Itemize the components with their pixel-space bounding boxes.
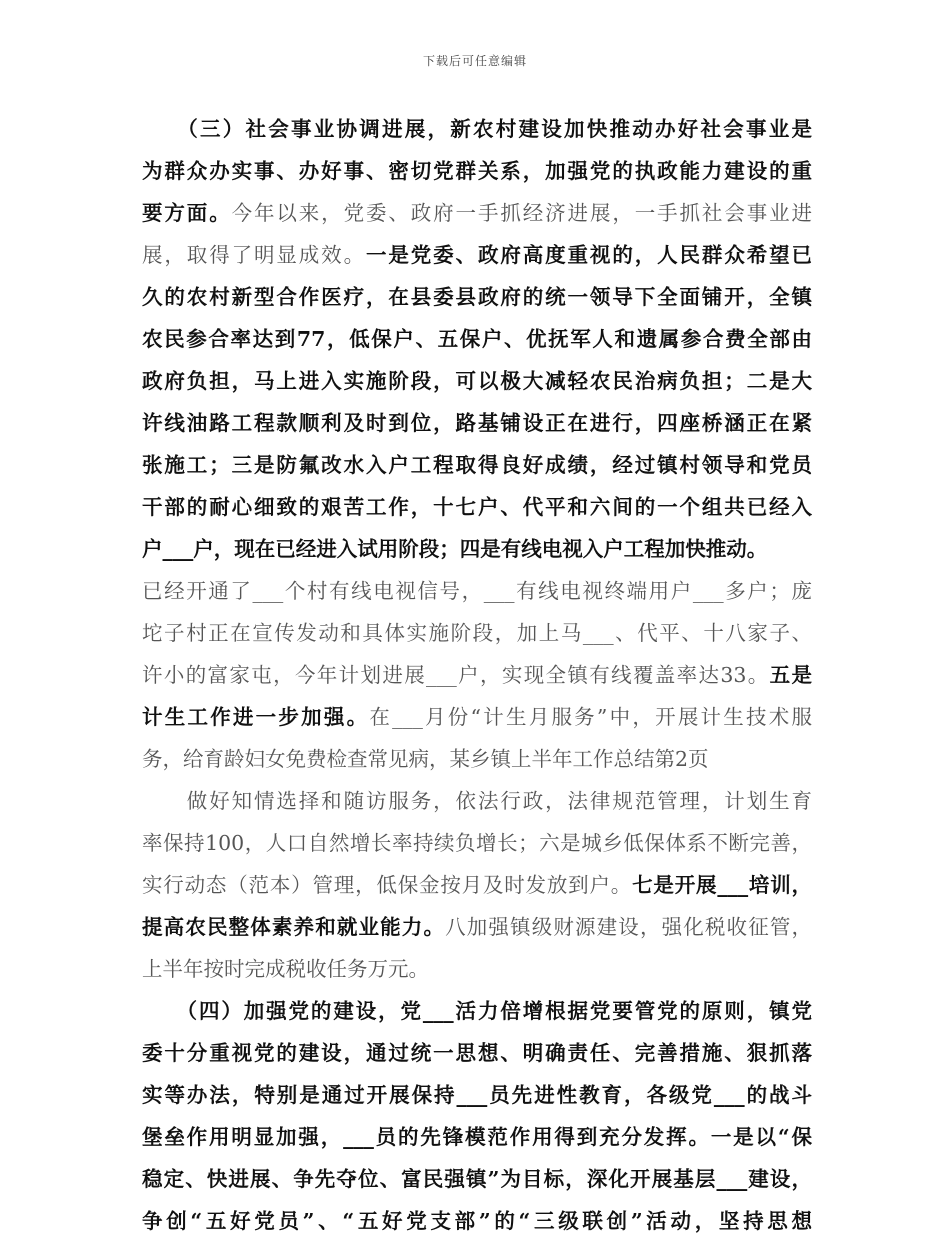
page-header: 下载后可任意编辑 xyxy=(422,54,527,68)
text-line xyxy=(142,822,812,864)
bold-text-segment: 提高农民整体素养和就业能力。 xyxy=(142,915,446,939)
text-line xyxy=(142,360,812,402)
bold-text-segment: 五是 xyxy=(769,663,812,687)
bold-text-segment: 计生工作进一步加强。 xyxy=(142,705,370,729)
text-line xyxy=(142,318,812,360)
text-line xyxy=(142,1116,812,1158)
regular-text-segment: 上半年按时完成税收任务万元。 xyxy=(142,957,429,981)
text-line xyxy=(142,1032,812,1074)
bold-text-segment: （三）社会事业协调进展，新农村建设加快推动办好社会事业是 xyxy=(142,117,812,141)
text-line xyxy=(142,990,812,1032)
text-line xyxy=(142,1074,812,1116)
regular-text-segment: 做好知情选择和随访服务，依法行政，法律规范管理，计划生育 xyxy=(142,789,812,813)
regular-text-segment: 率保持100，人口自然增长率持续负增长；六是城乡低保体系不断完善， xyxy=(142,831,812,855)
regular-text-segment: 在___月份“计生月服务”中，开展计生技术服 xyxy=(369,705,812,729)
bold-text-segment: 稳定、快进展、争先夺位、富民强镇”为目标，深化开展基层___建设， xyxy=(142,1167,812,1191)
regular-text-segment: 务，给育龄妇女免费检查常见病，某乡镇上半年工作总结第2页 xyxy=(142,747,709,771)
bold-text-segment: 农民参合率达到77，低保户、五保户、优抚军人和遗属参合费全部由 xyxy=(142,327,812,351)
regular-text-segment: 实行动态（范本）管理，低保金按月及时发放到户。 xyxy=(142,873,633,897)
text-line xyxy=(142,528,812,570)
text-line xyxy=(142,1158,812,1200)
bold-text-segment: 实等办法，特别是通过开展保持___员先进性教育，各级党___的战斗 xyxy=(142,1083,812,1107)
bold-text-segment: 堡垒作用明显加强，___员的先锋模范作用得到充分发挥。一是以“保 xyxy=(142,1125,812,1149)
regular-text-segment: 坨子村正在宣传发动和具体实施阶段，加上马___、代平、十八家子、 xyxy=(142,621,812,645)
regular-text-segment: 已经开通了___个村有线电视信号，___有线电视终端用户___多户；庞 xyxy=(142,579,812,603)
bold-text-segment: 干部的耐心细致的艰苦工作，十七户、代平和六间的一个组共已经入 xyxy=(142,495,812,519)
regular-text-segment: 八加强镇级财源建设，强化税收征管， xyxy=(445,915,812,939)
text-line xyxy=(142,108,812,150)
bold-text-segment: 争创“五好党员”、“五好党支部”的“三级联创”活动，坚持思想 xyxy=(142,1209,812,1233)
text-line xyxy=(142,234,812,276)
regular-text-segment: 许小的富家屯，今年计划进展___户，实现全镇有线覆盖率达33。 xyxy=(142,663,770,687)
bold-text-segment: 张施工；三是防氟改水入户工程取得良好成绩，经过镇村领导和党员 xyxy=(142,453,812,477)
text-line xyxy=(142,738,812,780)
bold-text-segment: 一是党委、政府高度重视的，人民群众希望已 xyxy=(365,243,812,267)
regular-text-segment: 展，取得了明显成效。 xyxy=(142,243,366,267)
text-line xyxy=(142,906,812,948)
text-line xyxy=(142,444,812,486)
bold-text-segment: 委十分重视党的建设，通过统一思想、明确责任、完善措施、狠抓落 xyxy=(142,1041,812,1065)
text-line xyxy=(142,948,812,990)
bold-text-segment: （四）加强党的建设，党___活力倍增根据党要管党的原则，镇党 xyxy=(142,999,812,1023)
bold-text-segment: 户___户，现在已经进入试用阶段；四是有线电视入户工程加快推动。 xyxy=(142,537,768,561)
bold-text-segment: 政府负担，马上进入实施阶段，可以极大减轻农民治病负担；二是大 xyxy=(142,369,812,393)
regular-text-segment: 今年以来，党委、政府一手抓经济进展，一手抓社会事业进 xyxy=(231,201,812,225)
text-line xyxy=(142,192,812,234)
text-line xyxy=(142,864,812,906)
text-line xyxy=(142,570,812,612)
bold-text-segment: 许线油路工程款顺利及时到位，路基铺设正在进行，四座桥涵正在紧 xyxy=(142,411,812,435)
text-line xyxy=(142,612,812,654)
text-line xyxy=(142,696,812,738)
bold-text-segment: 七是开展___培训， xyxy=(632,873,812,897)
text-line xyxy=(142,780,812,822)
text-line xyxy=(142,1200,812,1242)
bold-text-segment: 久的农村新型合作医疗，在县委县政府的统一领导下全面铺开，全镇 xyxy=(142,285,812,309)
text-line xyxy=(142,486,812,528)
document-body xyxy=(142,108,812,1242)
text-line xyxy=(142,654,812,696)
text-line xyxy=(142,276,812,318)
bold-text-segment: 为群众办实事、办好事、密切党群关系，加强党的执政能力建设的重 xyxy=(142,159,812,183)
bold-text-segment: 要方面。 xyxy=(142,201,232,225)
text-line xyxy=(142,402,812,444)
text-line xyxy=(142,150,812,192)
